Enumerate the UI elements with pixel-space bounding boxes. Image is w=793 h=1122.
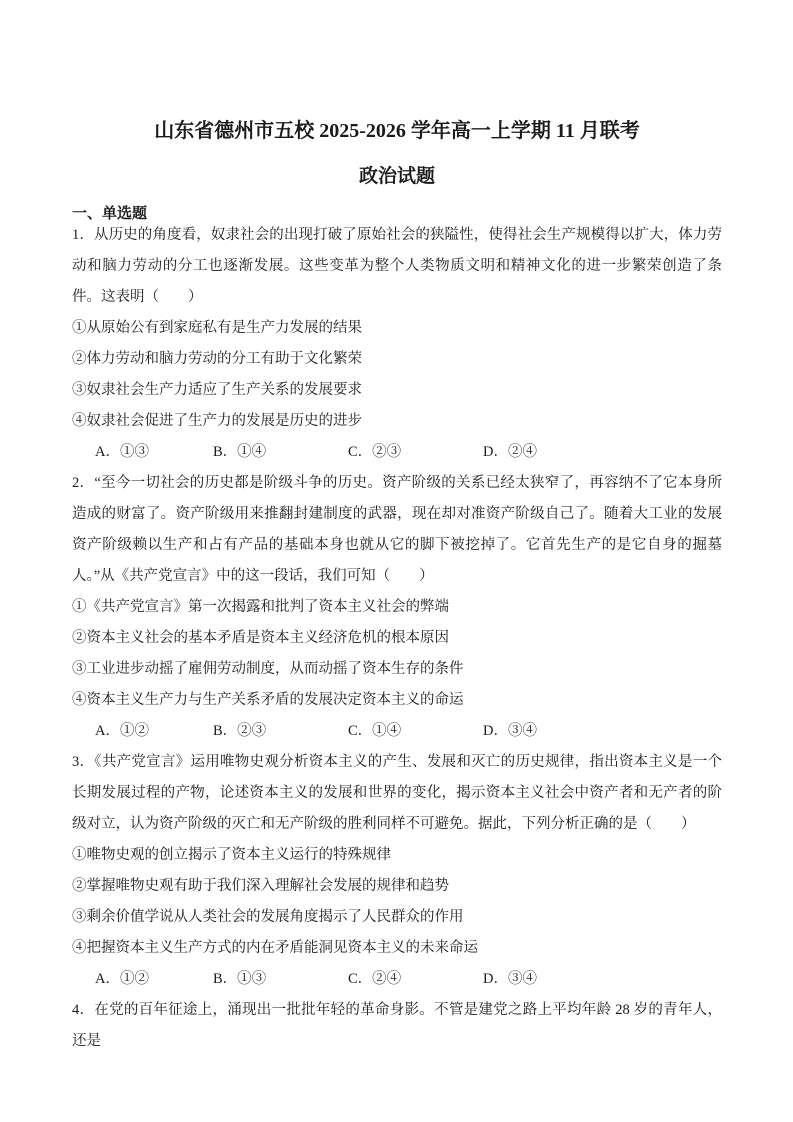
statement-item: ④把握资本主义生产方式的内在矛盾能洞见资本主义的未来命运	[72, 940, 478, 956]
doc-subtitle: 政治试题	[358, 166, 435, 187]
question	[72, 220, 722, 468]
statement-item: ①从原始公有到家庭私有是生产力发展的结果	[72, 320, 362, 336]
option-C: C．②④	[348, 971, 402, 987]
question-stem: 1．从历史的角度看，奴隶社会的出现打破了原始社会的狭隘性，使得社会生产规模得以扩大，体力劳动和脑力劳动的分工也逐渐发展。这些变革为整个人类物质文明和精神文化的进一步繁荣创造了条件。这表明（ ）	[72, 227, 722, 305]
question-options	[72, 964, 722, 995]
statement-item: ④资本主义生产力与生产关系矛盾的发展决定资本主义的命运	[72, 692, 464, 708]
section-heading: 一、单选题	[72, 205, 148, 222]
statement-item: ②资本主义社会的基本矛盾是资本主义经济危机的根本原因	[72, 630, 449, 646]
question-options	[72, 437, 722, 468]
option-D: D．③④	[483, 723, 537, 739]
option-A: A．①②	[95, 971, 149, 987]
question-stem: 2．“至今一切社会的历史都是阶级斗争的历史。资产阶级的关系已经太狭窄了，再容纳不了它本身所造成的财富了。资产阶级用来推翻封建制度的武器，现在却对准资产阶级自己了。随着大工业的发展资产阶级赖以生产和占有产品的基础本身也就从它的脚下被挖掉了。它首先生产的是它自身的掘墓人。”从《共产党宣言》中的这一段话，我们可知（ ）	[72, 475, 722, 584]
question	[72, 747, 722, 995]
question-items	[72, 840, 722, 964]
statement-item: ③剩余价值学说从人类社会的发展角度揭示了人民群众的作用	[72, 909, 464, 925]
option-A: A．①③	[95, 444, 149, 460]
question-options	[72, 716, 722, 747]
option-C: C．②③	[348, 444, 402, 460]
statement-item: ④奴隶社会促进了生产力的发展是历史的进步	[72, 413, 362, 429]
option-D: D．③④	[483, 971, 537, 987]
option-B: B．②③	[213, 723, 267, 739]
option-B: B．①④	[213, 444, 267, 460]
option-A: A．①②	[95, 723, 149, 739]
statement-item: ②体力劳动和脑力劳动的分工有助于文化繁荣	[72, 351, 362, 367]
statement-item: ③奴隶社会生产力适应了生产关系的发展要求	[72, 382, 362, 398]
question-items	[72, 313, 722, 437]
option-B: B．①③	[213, 971, 267, 987]
statement-item: ③工业进步动摇了雇佣劳动制度，从而动摇了资本生存的条件	[72, 661, 464, 677]
question-stem: 4．在党的百年征途上，涌现出一批批年轻的革命身影。不管是建党之路上平均年龄 28 岁的青年人，还是	[72, 1002, 722, 1049]
statement-item: ①《共产党宣言》第一次揭露和批判了资本主义社会的弊端	[72, 599, 449, 615]
question	[72, 468, 722, 747]
option-C: C．①④	[348, 723, 402, 739]
statement-item: ①唯物史观的创立揭示了资本主义运行的特殊规律	[72, 847, 391, 863]
question-items	[72, 592, 722, 716]
question	[72, 995, 722, 1057]
option-D: D．②④	[483, 444, 537, 460]
statement-item: ②掌握唯物史观有助于我们深入理解社会发展的规律和趋势	[72, 878, 449, 894]
questions	[72, 220, 722, 1057]
doc-title: 山东省德州市五校 2025-2026 学年高一上学期 11 月联考	[154, 120, 640, 142]
question-stem: 3．《共产党宣言》运用唯物史观分析资本主义的产生、发展和灭亡的历史规律，指出资本主义是一个长期发展过程的产物，论述资本主义的发展和世界的变化，揭示资本主义社会中资产者和无产者的阶级对立，认为资产阶级的灭亡和无产阶级的胜利同样不可避免。据此，下列分析正确的是（ ）	[72, 754, 722, 832]
